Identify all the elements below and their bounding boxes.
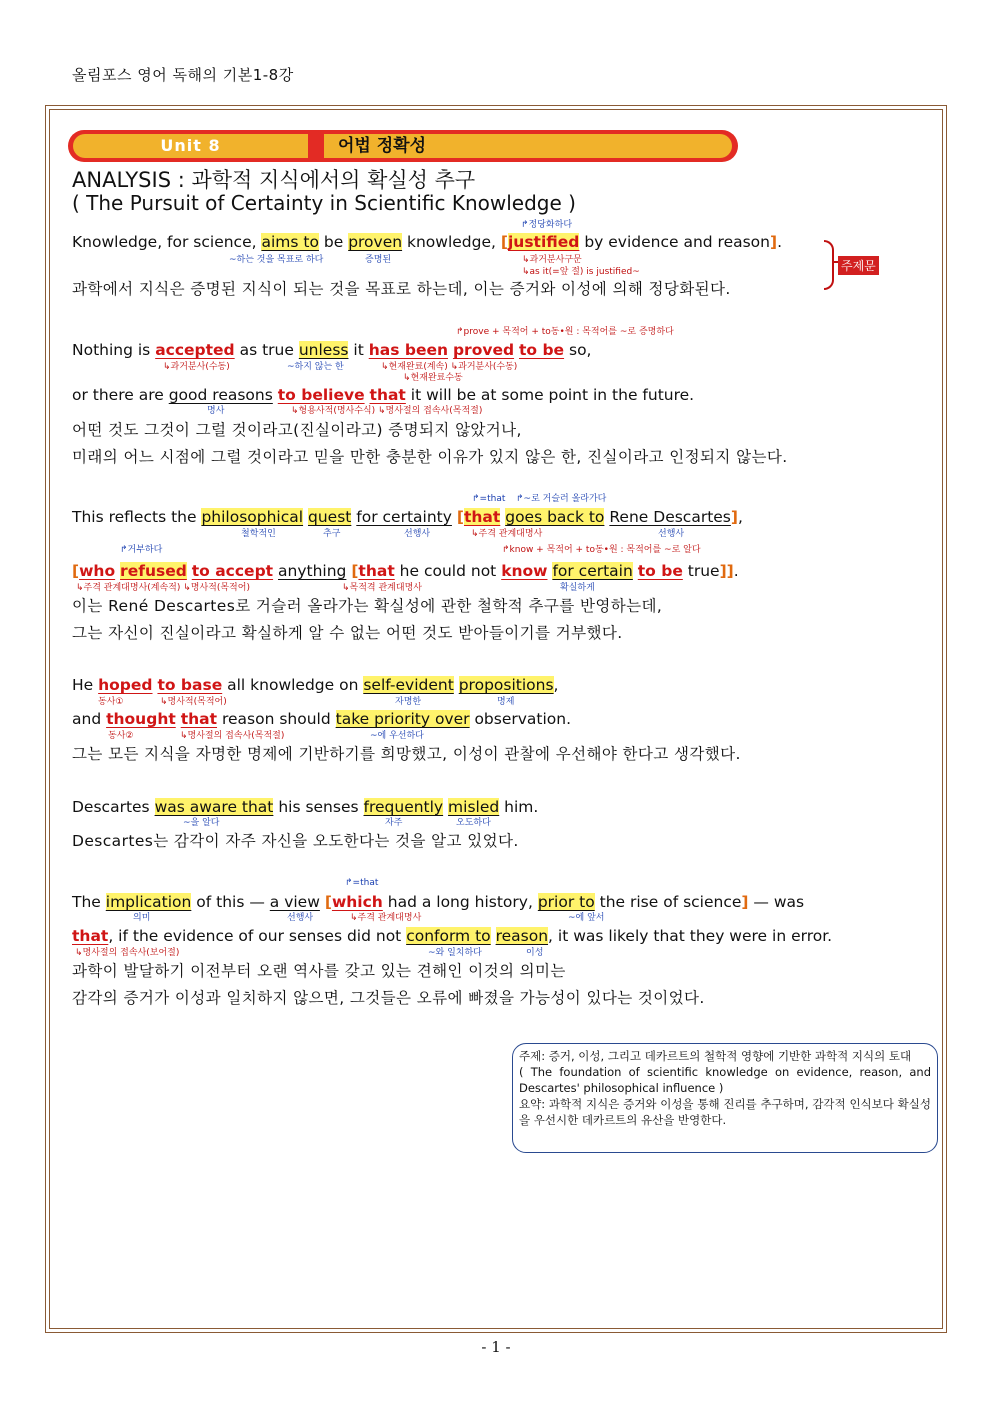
translation-6a: 과학이 발달하기 이전부터 오랜 역사를 갖고 있는 견해인 이것의 의미는 xyxy=(72,962,566,980)
annotation: ↳과거분사구문 xyxy=(522,255,582,265)
annotation: ~에 우선하다 xyxy=(370,731,424,741)
sentence-3b: [who refused to accept anything [that he could not know for certain to be true]]. xyxy=(72,562,739,580)
analysis-subtitle: ( The Pursuit of Certainty in Scientific Knowledge ) xyxy=(72,191,576,215)
annotation: ↱=that xyxy=(345,878,379,888)
translation-3b: 그는 자신이 진실이라고 확실하게 알 수 없는 어떤 것도 받아들이기를 거부했다. xyxy=(72,624,623,642)
annotation: ↱거부하다 xyxy=(120,545,163,555)
unit-title: 어법 정확성 xyxy=(338,136,427,156)
annotation: 철학적인 xyxy=(241,529,276,539)
summary-topic: 주제: 증거, 이성, 그리고 데카르트의 철학적 영향에 기반한 과학적 지식의 토대 xyxy=(519,1049,912,1063)
topic-sentence-tag: 주제문 xyxy=(838,256,879,275)
sentence-2b: or there are good reasons to believe that it will be at some point in the future. xyxy=(72,386,695,404)
unit-label: Unit 8 xyxy=(73,134,308,158)
annotation: ↳현재완료(계속) ↳과거분사(수동) xyxy=(381,362,518,372)
annotation: ↳현재완료수동 xyxy=(403,373,463,383)
sentence-6a: The implication of this — a view [which had a long history, prior to the rise of science] — was xyxy=(72,893,805,911)
annotation: 자명한 xyxy=(395,697,422,707)
summary-box xyxy=(512,1043,938,1153)
sentence-2a: Nothing is accepted as true unless it has been proved to be so, xyxy=(72,341,592,359)
annotation: ~을 알다 xyxy=(183,818,220,828)
annotation: ↳as it(=앞 절) is justified~ xyxy=(522,267,640,277)
annotation: ~하지 않는 한 xyxy=(287,362,344,372)
annotation: ↳명사절의 접속사(목적절) xyxy=(180,731,285,741)
translation-3a: 이는 René Descartes로 거슬러 올라가는 확실성에 관한 철학적 추구를 반영하는데, xyxy=(72,597,663,615)
annotation: 동사② xyxy=(108,731,134,741)
annotation: 동사① xyxy=(98,697,124,707)
annotation: ↳주격 관계대명사 xyxy=(350,913,422,923)
annotation: 확실하게 xyxy=(560,583,595,593)
annotation: ↱=that xyxy=(472,494,506,504)
annotation: ~하는 것을 목표로 하다 xyxy=(229,255,324,265)
translation-1: 과학에서 지식은 증명된 지식이 되는 것을 목표로 하는데, 이는 증거와 이성에 의해 정당화된다. xyxy=(72,280,731,298)
annotation: 선행사 xyxy=(404,529,431,539)
annotation: ↳목적격 관계대명사 xyxy=(342,583,422,593)
annotation: ↳형용사적(명사수식) ↳명사절의 접속사(목적절) xyxy=(291,406,483,416)
translation-2b: 미래의 어느 시점에 그럴 것이라고 믿을 만한 충분한 이유가 있지 않은 한, 진실이라고 인정되지 않는다. xyxy=(72,448,788,466)
annotation: 자주 xyxy=(385,818,403,828)
annotation: 선행사 xyxy=(287,913,314,923)
translation-2a: 어떤 것도 그것이 그럴 것이라고(진실이라고) 증명되지 않았거나, xyxy=(72,421,522,439)
annotation: 명제 xyxy=(497,697,515,707)
sentence-3a: This reflects the philosophical quest for certainty [that goes back to Rene Descartes], xyxy=(72,508,743,526)
annotation: 선행사 xyxy=(658,529,685,539)
annotation: ↳과거분사(수동) xyxy=(163,362,230,372)
annotation: ~에 앞서 xyxy=(568,913,605,923)
sentence-1: Knowledge, for science, aims to be proven knowledge, [justified by evidence and reason]. xyxy=(72,233,783,251)
translation-5: Descartes는 감각이 자주 자신을 오도한다는 것을 알고 있었다. xyxy=(72,832,519,850)
page-number: - 1 - xyxy=(481,1338,511,1356)
annotation: ↱정당화하다 xyxy=(521,220,573,230)
annotation: ↳명사절의 접속사(보어절) xyxy=(75,948,180,958)
annotation: ~와 일치하다 xyxy=(428,948,482,958)
topic-brace xyxy=(824,240,834,290)
annotation: 이성 xyxy=(526,948,544,958)
annotation: ↳주격 관계대명사(계속적) ↳명사적(목적어) xyxy=(76,583,250,593)
annotation: ↳주격 관계대명사 xyxy=(471,529,543,539)
analysis-title: ANALYSIS : 과학적 지식에서의 확실성 추구 xyxy=(72,168,476,192)
sentence-5: Descartes was aware that his senses frequently misled him. xyxy=(72,798,539,816)
annotation: ↱prove + 목적어 + to동•원 : 목적어를 ~로 증명하다 xyxy=(456,327,674,337)
translation-6b: 감각의 증거가 이성과 일치하지 않으면, 그것들은 오류에 빠졌을 가능성이 있다는 것이었다. xyxy=(72,989,705,1007)
annotation: 추구 xyxy=(323,529,341,539)
sentence-4a: He hoped to base all knowledge on self-evident propositions, xyxy=(72,676,559,694)
annotation: 증명된 xyxy=(365,255,392,265)
annotation: 의미 xyxy=(133,913,151,923)
summary-topic-en: ( The foundation of scientific knowledge on evidence, reason, and Descartes' philosophical influence ) xyxy=(519,1065,931,1095)
annotation: ↱~로 거슬러 올라가다 xyxy=(516,494,607,504)
unit-banner-separator xyxy=(310,134,324,158)
annotation: 명사 xyxy=(207,406,225,416)
sentence-4b: and thought that reason should take priority over observation. xyxy=(72,710,572,728)
annotation: ↱know + 목적어 + to동•원 : 목적어를 ~로 알다 xyxy=(502,545,701,555)
annotation: ↳명사적(목적어) xyxy=(160,697,227,707)
translation-4: 그는 모든 지식을 자명한 명제에 기반하기를 희망했고, 이성이 관찰에 우선해야 한다고 생각했다. xyxy=(72,745,741,763)
sentence-6b: that, if the evidence of our senses did not conform to reason, it was likely that they were in error. xyxy=(72,927,833,945)
page-header: 올림포스 영어 독해의 기본1-8강 xyxy=(72,66,294,84)
summary-abstract: 요약: 과학적 지식은 증거와 이성을 통해 진리를 추구하며, 감각적 인식보다 확실성을 우선시한 데카르트의 유산을 반영한다. xyxy=(519,1097,931,1127)
annotation: 오도하다 xyxy=(456,818,491,828)
